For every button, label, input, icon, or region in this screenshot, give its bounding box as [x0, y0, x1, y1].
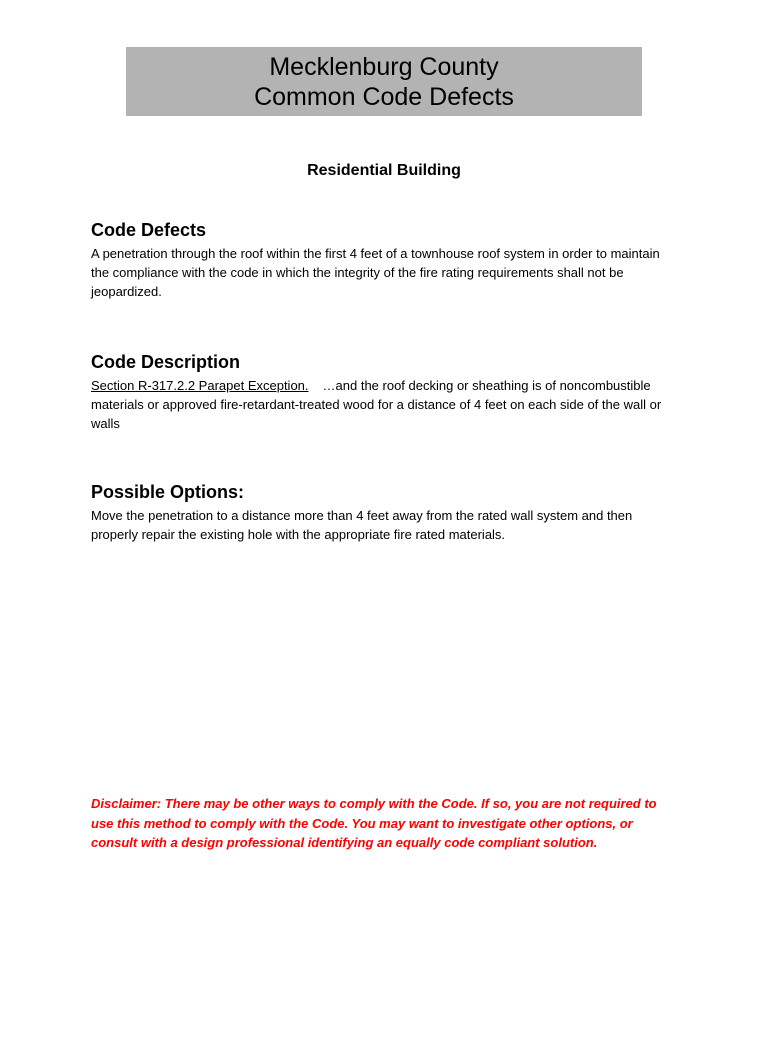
- possible-options-body: Move the penetration to a distance more than 4 feet away from the rated wall system and then properly repair the existing hole with the appropriate fire rated materials.: [91, 508, 633, 542]
- document-subtitle: Residential Building: [307, 162, 461, 179]
- disclaimer-text: Disclaimer: There may be other ways to comply with the Code. If so, you are not required to use this method to comply with the Code. You may want to investigate other options, or consult with a design professional identifying an equally code compliant solution.: [91, 796, 657, 850]
- section-code-defects: [91, 219, 677, 301]
- document-content: [0, 219, 768, 853]
- code-defects-body: A penetration through the roof within the first 4 feet of a townhouse roof system in order to maintain the compliance with the code in which the integrity of the fire rating requirements shall not be jeopardized.: [91, 246, 660, 299]
- code-description-text: …and the roof decking or sheathing is of noncombustible materials or approved fire-retardant-treated wood for a distance of 4 feet on each side of the wall or walls: [91, 378, 662, 431]
- title-line-1: Mecklenburg County: [269, 52, 499, 81]
- document-page: [0, 47, 768, 1041]
- section-code-description: [91, 351, 677, 433]
- code-defects-heading: Code Defects: [91, 220, 207, 240]
- possible-options-heading: Possible Options:: [91, 482, 245, 502]
- code-description-body: [91, 376, 677, 433]
- title-line-2: Common Code Defects: [254, 82, 514, 111]
- title-banner: [126, 47, 642, 116]
- section-possible-options: [91, 481, 677, 544]
- code-section-reference: Section R-317.2.2 Parapet Exception.: [91, 378, 309, 393]
- code-description-heading: Code Description: [91, 352, 241, 372]
